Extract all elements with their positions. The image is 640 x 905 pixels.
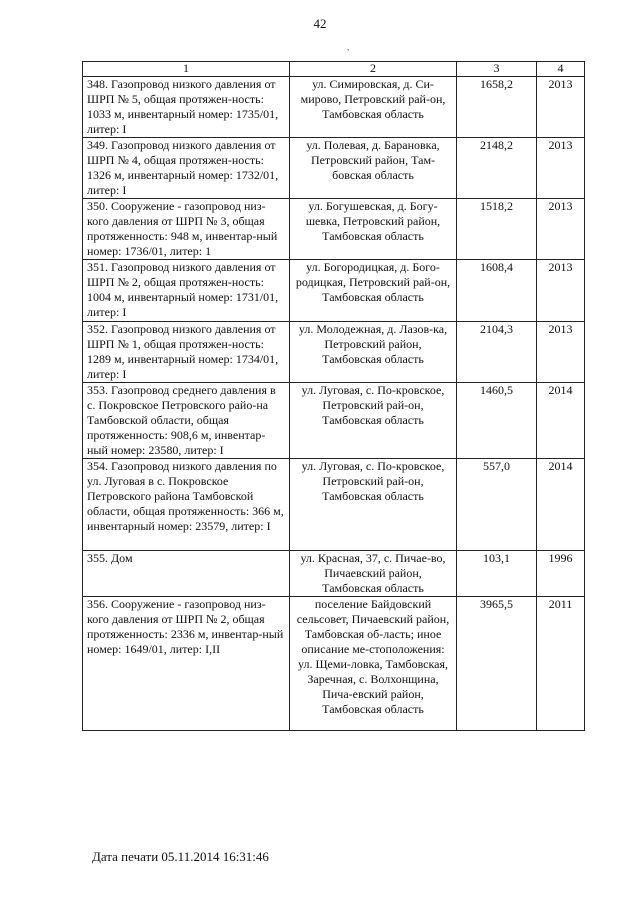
- object-address: ул. Луговая, с. По-кровское, Петровский рай-он, Тамбовская область: [290, 459, 457, 551]
- object-address: ул. Полевая, д. Барановка, Петровский район, Там-бовская область: [290, 138, 457, 199]
- print-date-footer: Дата печати 05.11.2014 16:31:46: [92, 849, 269, 864]
- object-year: 2014: [537, 383, 585, 459]
- table-row: [83, 77, 585, 138]
- object-year: 2013: [537, 322, 585, 383]
- object-year: 1996: [537, 551, 585, 597]
- object-address: поселение Байдовский сельсовет, Пичаевский район, Тамбовская об-ласть; иное описание ме-стоположения: ул. Щеми-ловка, Тамбовская, Заречная, с. Волхонщина, Пича-евский район, Тамбовская область: [290, 597, 457, 731]
- object-description: 348. Газопровод низкого давления от ШРП № 5, общая протяжен-ность: 1033 м, инвентарный номер: 1735/01, литер: I: [83, 77, 290, 138]
- page-number: 42: [313, 16, 327, 31]
- table-row: [83, 551, 585, 597]
- object-description: 355. Дом: [83, 551, 290, 597]
- object-value: 1658,2: [457, 77, 537, 138]
- object-value: 557,0: [457, 459, 537, 551]
- object-value: 1518,2: [457, 199, 537, 260]
- object-description: 349. Газопровод низкого давления от ШРП № 4, общая протяжен-ность: 1326 м, инвентарный номер: 1732/01, литер: I: [83, 138, 290, 199]
- object-description: 350. Сооружение - газопровод низ-кого давления от ШРП № 3, общая протяженность: 948 м, инвентар-ный номер: 1736/01, литер: 1: [83, 199, 290, 260]
- object-address: ул. Богушевская, д. Богу-шевка, Петровский район, Тамбовская область: [290, 199, 457, 260]
- table-row: [83, 138, 585, 199]
- object-description: 356. Сооружение - газопровод низ-кого давления от ШРП № 2, общая протяженность: 2336 м, инвентар-ный номер: 1649/01, литер: I,II: [83, 597, 290, 731]
- object-year: 2013: [537, 260, 585, 322]
- object-value: 1460,5: [457, 383, 537, 459]
- table-row: [83, 459, 585, 551]
- object-description: 354. Газопровод низкого давления по ул. Луговая в с. Покровское Петровского района Тамбовской области, общая протяженность: 366 м, инвентарный номер: 23579, литер: I: [83, 459, 290, 551]
- object-value: 2104,3: [457, 322, 537, 383]
- object-description: 352. Газопровод низкого давления от ШРП № 1, общая протяжен-ность: 1289 м, инвентарный номер: 1734/01, литер: I: [83, 322, 290, 383]
- object-address: ул. Богородицкая, д. Бого-родицкая, Петровский рай-он, Тамбовская область: [290, 260, 457, 322]
- object-year: 2013: [537, 77, 585, 138]
- header-row: [83, 62, 585, 77]
- property-registry-table: [82, 61, 585, 731]
- object-value: 3965,5: [457, 597, 537, 731]
- table-row: [83, 260, 585, 322]
- object-address: ул. Луговая, с. По-кровское, Петровский рай-он, Тамбовская область: [290, 383, 457, 459]
- object-year: 2014: [537, 459, 585, 551]
- object-value: 1608,4: [457, 260, 537, 322]
- table-row: [83, 322, 585, 383]
- object-value: 103,1: [457, 551, 537, 597]
- object-address: ул. Симировская, д. Си-мирово, Петровский рай-он, Тамбовская область: [290, 77, 457, 138]
- object-value: 2148,2: [457, 138, 537, 199]
- table-row: [83, 597, 585, 731]
- object-description: 351. Газопровод низкого давления от ШРП № 2, общая протяжен-ность: 1004 м, инвентарный номер: 1731/01, литер: I: [83, 260, 290, 322]
- table-row: [83, 383, 585, 459]
- object-year: 2013: [537, 138, 585, 199]
- object-year: 2011: [537, 597, 585, 731]
- object-address: ул. Молодежная, д. Лазов-ка, Петровский район, Тамбовская область: [290, 322, 457, 383]
- object-description: 353. Газопровод среднего давления в с. Покровское Петровского райо-на Тамбовской области, общая протяженность: 908,6 м, инвентар-ный номер: 23580, литер: I: [83, 383, 290, 459]
- column-header: 3: [457, 62, 537, 77]
- object-address: ул. Красная, 37, с. Пичае-во, Пичаевский район, Тамбовская область: [290, 551, 457, 597]
- object-year: 2013: [537, 199, 585, 260]
- column-header: 4: [537, 62, 585, 77]
- table-row: [83, 199, 585, 260]
- column-header: 2: [290, 62, 457, 77]
- column-header: 1: [83, 62, 290, 77]
- scan-artifact: ,: [347, 42, 350, 52]
